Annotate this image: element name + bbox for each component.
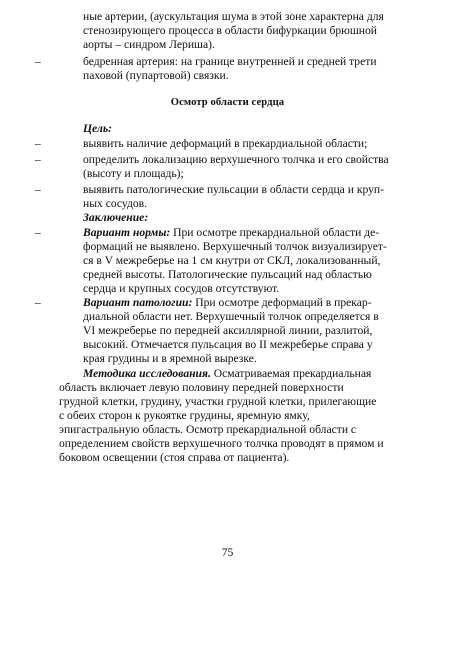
intro-line-1: ные артерии, (аускультация шума в этой зоне характерна для <box>83 10 384 23</box>
goal-item-3-line-1: выявить патологические пульсации в области сердца и круп- <box>83 183 384 196</box>
norm-label: Вариант нормы: <box>83 226 171 239</box>
pathology-line-2: диальной области нет. Верхушечный толчок определяется в <box>83 310 379 323</box>
goal-item-3-line-2: ных сосудов. <box>83 197 148 210</box>
femoral-line-1: бедренная артерия: на границе внутренней и средней трети <box>83 55 377 68</box>
bullet-dash: – <box>35 226 41 239</box>
pathology-line-1 <box>83 296 372 310</box>
method-line-2: область включает левую половину передней поверхности <box>59 381 344 394</box>
bullet-dash: – <box>35 137 41 150</box>
intro-line-3: аорты – синдром Лериша). <box>83 38 215 51</box>
section-heading: Осмотр области сердца <box>170 97 285 108</box>
bullet-dash: – <box>35 153 41 166</box>
bullet-dash: – <box>35 296 41 309</box>
method-line-4: с обеих сторон к рукоятке грудины, яремную ямку, <box>59 409 310 422</box>
method-first-rest: Осматриваемая прекардиальная <box>210 367 372 380</box>
bullet-dash: – <box>35 55 41 68</box>
pathology-label: Вариант патологии: <box>83 296 193 309</box>
norm-line-1 <box>83 226 379 240</box>
method-line-6: определением свойств верхушечного толчка проводят в прямом и <box>59 437 384 450</box>
pathology-line-3: VI межреберье по передней аксиллярной линии, разлитой, <box>83 324 373 337</box>
method-line-1 <box>83 367 371 381</box>
goal-item-2-line-2: (высоту и площадь); <box>83 167 184 180</box>
method-line-3: грудной клетки, грудину, участки грудной клетки, прилегающие <box>59 395 377 408</box>
goal-item-1: выявить наличие деформаций в прекардиальной области; <box>83 137 368 150</box>
pathology-line-4: высокий. Отмечается пульсация во II межреберье справа у <box>83 338 373 351</box>
norm-first-rest: При осмотре прекардиальной области де- <box>170 226 380 239</box>
goal-label: Цель: <box>83 122 112 135</box>
norm-line-5: сердца и крупных сосудов отсутствуют. <box>83 282 280 295</box>
femoral-line-2: паховой (пупартовой) связки. <box>83 69 229 82</box>
page-number: 75 <box>221 546 234 559</box>
pathology-first-rest: При осмотре деформаций в прекар- <box>192 296 372 309</box>
intro-line-2: стенозирующего процесса в области бифуркации брюшной <box>83 24 377 37</box>
norm-line-4: средней высоты. Патологические пульсаций над областью <box>83 268 372 281</box>
method-label: Методика исследования. <box>83 367 211 380</box>
conclusion-label: Заключение: <box>83 211 149 224</box>
goal-item-2-line-1: определить локализацию верхушечного толчка и его свойства <box>83 153 389 166</box>
norm-line-3: ся в V межреберье на 1 см кнутри от СКЛ, локализованный, <box>83 254 381 267</box>
bullet-dash: – <box>35 183 41 196</box>
method-line-5: эпигастральную область. Осмотр прекардиальной области с <box>59 423 357 436</box>
method-line-7: боковом освещении (стоя справа от пациента). <box>59 451 290 464</box>
norm-line-2: формаций не выявлено. Верхушечный толчок визуализирует- <box>83 240 387 253</box>
pathology-line-5: края грудины и в яремной вырезке. <box>83 352 257 365</box>
